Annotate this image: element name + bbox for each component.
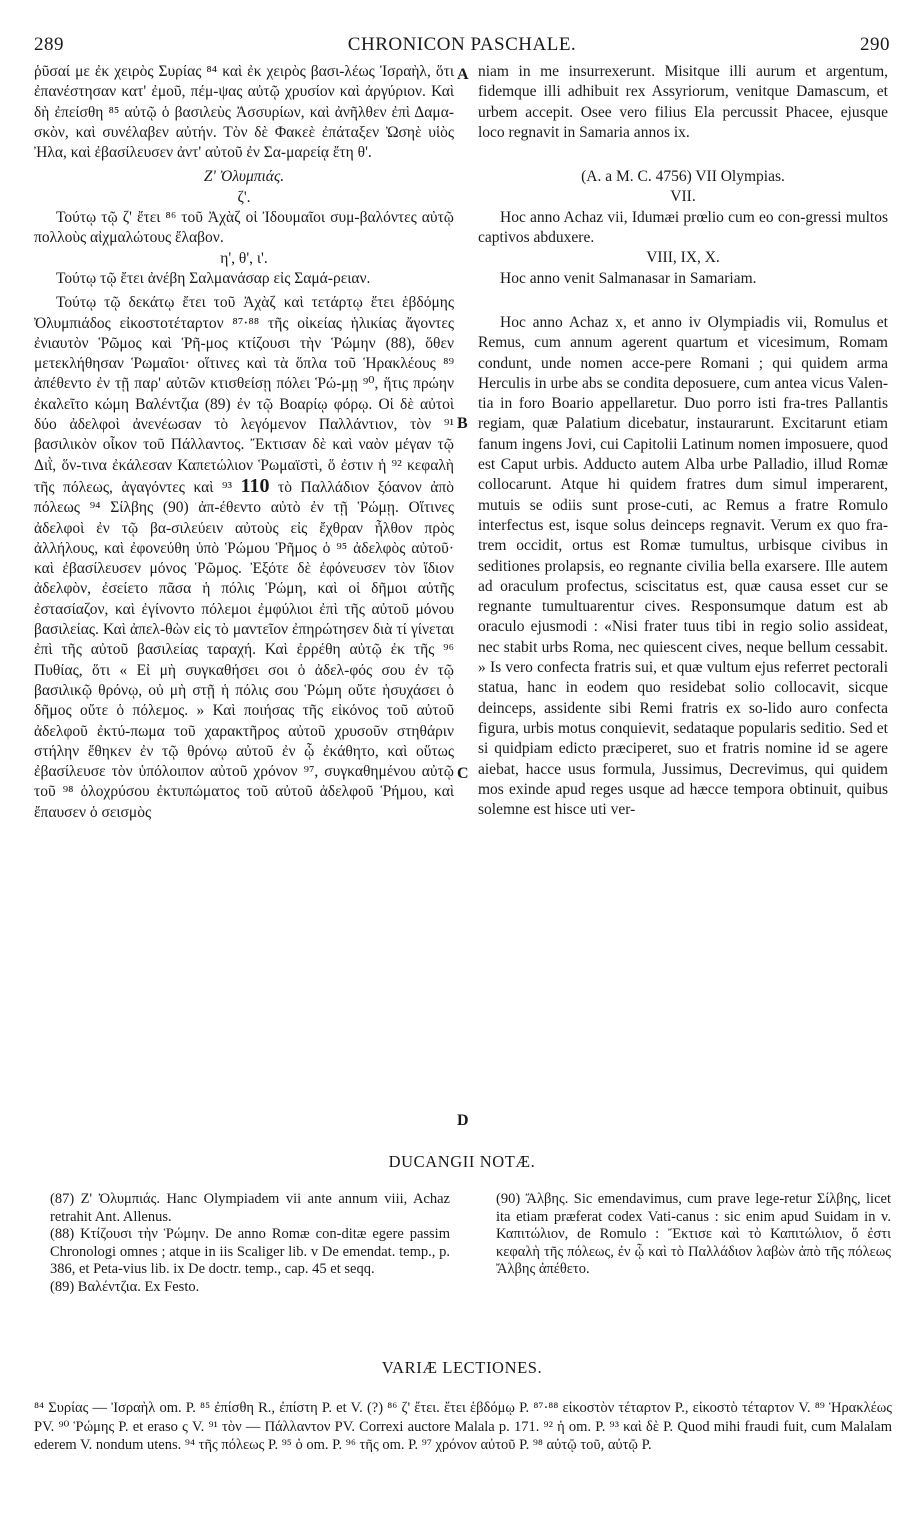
- note-item: (88) Κτίζουσι τὴν Ῥώμην. De anno Romæ con-ditæ egere passim Chronologi omnes ; atque in iis Scaliger lib. v De emendat. temp., p. 386, et Peta-vius lib. ix De doctr. temp., cap. 45 et seqq.: [50, 1226, 450, 1277]
- greek-paragraph: Τούτῳ τῷ ζ' ἔτει ⁸⁶ τοῦ Ἀχὰζ οἱ Ἰδουμαῖοι συμ-βαλόντες αὐτῷ πολλοὺς αἰχμαλώτους ἔλαβον.: [34, 209, 454, 247]
- note-item: (89) Βαλέντζια. Ex Festo.: [50, 1278, 200, 1295]
- greek-paragraph: Τούτῳ τῷ ἔτει ἀνέβη Σαλμανάσαρ εἰς Σαμά-ρειαν.: [56, 269, 371, 287]
- margin-letter-b: B: [457, 415, 468, 432]
- olympiad-heading-greek: Ζ' Ὀλυμπιάς.: [203, 168, 285, 186]
- latin-paragraph: niam in me insurrexerunt. Misitque illi aurum et argentum, fidemque illi adhibuit rex Assyriorum, venitque Damascum, et urbem accepit. Osee vero filius Ela percussit Phacee, ejusque loco regnavit in Samaria annos ix.: [478, 63, 888, 141]
- variae-text: ⁸⁴ Συρίας — Ἰσραὴλ om. P. ⁸⁵ ἐπίσθη R., ἐπίστη P. et V. (?) ⁸⁶ ζ' ἔτει. ἔτει ἑβδόμῳ P. ⁸⁷·⁸⁸ εἰκοστὸν τέταρτον P., εἰκοστὸ τέταρτον V. ⁸⁹ Ἡρακλέως PV. ⁹⁰ Ῥώμης P. et eraso ς V. ⁹¹ τὸν — Πάλλαντον PV. Correxi auctore Malala p. 171. ⁹² ἡ om. P. ⁹³ καὶ δὲ P. Quod mihi fraudi fuit, cum Malalam ederem V. nondum utens. ⁹⁴ τῆς πόλεως P. ⁹⁵ ὁ om. P. ⁹⁶ τῆς om. P. ⁹⁷ χρόνον αὐτοῦ P. ⁹⁸ αὐτῷ τοῦ, αὐτῷ P.: [34, 1400, 892, 1453]
- column-number-110: 110: [240, 474, 270, 497]
- notes-left-column: [50, 1191, 450, 1296]
- year-heading-latin: VII.: [670, 188, 696, 206]
- running-title: CHRONICON PASCHALE.: [347, 34, 577, 55]
- note-item: (87) Ζ' Ὀλυμπιάς. Hanc Olympiadem vii ante annum viii, Achaz retrahit Ant. Allenus.: [50, 1191, 450, 1225]
- olympiad-heading-latin: (A. a M. C. 4756) VII Olympias.: [581, 168, 785, 186]
- note-item: (90) Ἄλβης. Sic emendavimus, cum prave lege-retur Σίλβης, licet ita etiam præferat codex Vati-canus : sic enim apud Suidam in v. Καπιτώλιον, de Romulo : Ἔκτισε καὶ τὸ Καπιτώλιον, ὅ ἐστι κεφαλὴ τῆς πόλεως, ἐν ᾧ καὶ τὸ Παλλάδιον λαβὼν ἀπὸ τῆς πόλεως Ἄλβης ἀπέθετο.: [496, 1191, 891, 1277]
- year-heading-greek: ζ'.: [237, 188, 251, 206]
- variae-lectiones: [34, 1399, 892, 1455]
- page-number-right: 290: [860, 34, 890, 55]
- greek-paragraph: Τούτῳ τῷ δεκάτῳ ἔτει τοῦ Ἀχὰζ καὶ τετάρτῳ ἔτει ἑβδόμης Ὀλυμπιάδος εἰκοστοτέταρτον ⁸⁷·⁸⁸ τῆς οἰκείας ἡλικίας ἄγοντες ἐνιαυτὸν Ῥῶμος καὶ Ῥῆ-μος κτίζουσι τὴν Ῥώμην (88), ὅθεν μετεκλήθησαν Ῥωμαῖοι· οἵτινες καὶ τὰ ὅπλα τοῦ Ἡρακλέους ⁸⁹ ἀπέθεντο ἐν τῇ παρ' αὐτῶν κτισθείσῃ πόλει Ῥώ-μῃ ⁹⁰, ἥτις πρώην ἐκαλεῖτο κώμη Βαλέντζια (89) ἐν τῷ Βοαρίῳ φόρῳ. Οἱ δὲ αὐτοὶ δύο ἀδελφοὶ ἀνενέωσαν τὸ λεγόμενον Παλλάντιον, τὸν ⁹¹ βασιλικὸν οἶκον τοῦ Πάλλαντος. Ἔκτισαν δὲ καὶ ναὸν μέγαν τῷ Διῒ, ὅν-τινα ἐκάλεσαν Καπετώλιον Ῥωμαϊστὶ, ὅ ἐστιν ἡ ⁹² κεφαλὴ τῆς πόλεως, ἀγαγόντες καὶ ⁹³ 110 τὸ Παλλάδιον ξόανον ἀπὸ πόλεως ⁹⁴ Σίλβης (90) ἀπ-έθεντο αὐτὸ ἐν τῇ Ῥώμῃ. Οἵτινες ἀδελφοὶ ἐν τῷ βα-σιλεύειν αὐτοὺς εἰς ἔχθραν ἦλθον πρὸς ἀλλήλους, καὶ ἐφονεύθη ὑπὸ Ῥώμου Ῥῆμος ὁ ⁹⁵ ἀδελφὸς αὐτοῦ· καὶ ἐβασίλευσεν μόνος Ῥῶμος. Ἐξότε δὲ ἐφόνευσεν τὸν ἴδιον ἀδελφὸν, ἐσείετο πᾶσα ἡ πόλις Ῥώμη, καὶ οἱ δῆμοι αὐτῆς ἐστασίαζον, καὶ ἐγίνοντο πόλεμοι ἐμφύλιοι ἐπὶ τῆς αὐτοῦ μόνου βασιλείας. Καὶ ἀπελ-θὼν εἰς τὸ μαντεῖον ἐπηρώτησεν διὰ τί γίνεται ἐπὶ τῆς αὐτοῦ βασιλείας ταραχή. Καὶ ἐρρέθη αὐτῷ ἐκ τῆς ⁹⁶ Πυθίας, ὅτι « Εἰ μὴ συγκαθήσει σοι ὁ ἀδελ-φός σου ἐν τῷ βασιλικῷ θρόνῳ, οὐ μὴ στῇ ἡ πόλις σου Ῥώμη οὔτε ἡσυχάσει ὁ δῆμος οὔτε ὁ πόλεμος. » Καὶ ποιήσας τῆς εἰκόνος τοῦ αὐτοῦ ἀδελφοῦ ἐκτύ-πωμα τοῦ χαρακτῆρος αὐτοῦ χρυσοῦν στηθάριν στήλην ἔθηκεν ἐν τῷ θρόνῳ αὐτοῦ ἐν ᾧ ἐκάθητο, καὶ οὕτως ἐβασίλευσε τὸν ὑπόλοιπον αὐτοῦ χρόνον ⁹⁷, συγκαθημένου αὐτῷ τοῦ ⁹⁸ ὁλοχρύσου ἐκτυπώματος τοῦ αὐτοῦ ἀδελφοῦ Ῥήμου, καὶ ἔπαυσεν ὁ σεισμὸς: [34, 294, 454, 821]
- margin-letter-d: D: [457, 1112, 469, 1129]
- year-heading-greek: η', θ', ι'.: [220, 249, 268, 267]
- page-header: [34, 34, 890, 62]
- latin-paragraph: Hoc anno Achaz x, et anno iv Olympiadis vii, Romulus et Remus, cum annum agerent quartum et vicesimum, Romam condunt, unde nomen acce-pere Romani ; qui quidem arma Herculis in urbe abs se condita deposuere, cum antea vicus Valen-tia in foro Boario appellaretur. Duo porro isti fra-tres Pallantis regiam, quæ Palatium dicebatur, instaurarunt. Excitarunt etiam fanum ingens Jovi, cui Capitolii Latinum nomen imposuere, quod est Caput urbis. Adducto autem Alba urbe Palladio, illud Romæ collocarunt. Atque hi quidem fratres dum simul imperarent, mutuis se odiis sunt prose-cuti, ac Remus a fratre Romulo interfectus est, isque solus deinceps regnavit. Verum ex quo fra-trem occidit, ortus est Romæ tumultus, urbisque civibus in seditiones prolapsis, eo regnante civilia bella exarsere. Ille autem ad oraculum profectus, sciscitatus est, quæ causa esset cur se regnante tumultuarentur cives. Responsumque datum est ab oraculo ejusmodi : «Nisi frater tuus tibi in regio solio assideat, nec stabit urbs Roma, nec quiescent cives, neque bellum cessabit. » Is vero confecta fratris sui, et quæ vultum ejus referret pectorali statua, hanc in eodem quo residebat solio collocavit, sicque deinceps, assidente sibi Remi fratris ex so-lido auro confecta figura, urbis motus conquievit, sedataque popularis seditio. Sed et si quidpiam edicto præciperet, suo et fratris nomine id se agere aiebat, hacce usus formula, Jussimus, Decrevimus, qui quidem mos exinde apud reges usque ad hæcce tempora obtinuit, quibus solemne est hisce uti ver-: [478, 313, 888, 819]
- margin-letter-c: C: [457, 765, 469, 782]
- latin-paragraph: Hoc anno venit Salmanasar in Samariam.: [500, 269, 757, 287]
- page-number-left: 289: [34, 34, 64, 55]
- margin-letter-a: A: [457, 66, 469, 83]
- latin-column: [478, 62, 888, 820]
- notes-right-column: [496, 1191, 891, 1279]
- year-heading-latin: VIII, IX, X.: [646, 249, 720, 267]
- notes-heading: DUCANGII NOTÆ.: [388, 1152, 536, 1171]
- greek-column: [34, 62, 454, 823]
- latin-paragraph: Hoc anno Achaz vii, Idumæi prœlio cum eo con-gressi multos captivos abduxere.: [478, 208, 888, 247]
- variae-heading: VARIÆ LECTIONES.: [381, 1358, 543, 1377]
- greek-paragraph: ῥῦσαί με ἐκ χειρὸς Συρίας ⁸⁴ καὶ ἐκ χειρὸς βασι-λέως Ἰσραὴλ, ὅτι ἐπανέστησαν κατ' ἐμοῦ, πέμ-ψας αὐτῷ χρυσίον καὶ ἀργύριον. Καὶ δὴ ἐπείσθη ⁸⁵ αὐτῷ ὁ βασιλεὺς Ἀσσυρίων, καὶ ἀνῆλθεν ἐπὶ Δαμα-σκὸν, καὶ συνέλαβεν αὐτήν. Τὸν δὲ Φακεὲ ἐπάταξεν Ὠσηὲ υἱὸς Ἠλα, καὶ ἐβασίλευσεν ἀντ' αὐτοῦ ἐν Σα-μαρείᾳ ἔτη θ'.: [34, 63, 454, 162]
